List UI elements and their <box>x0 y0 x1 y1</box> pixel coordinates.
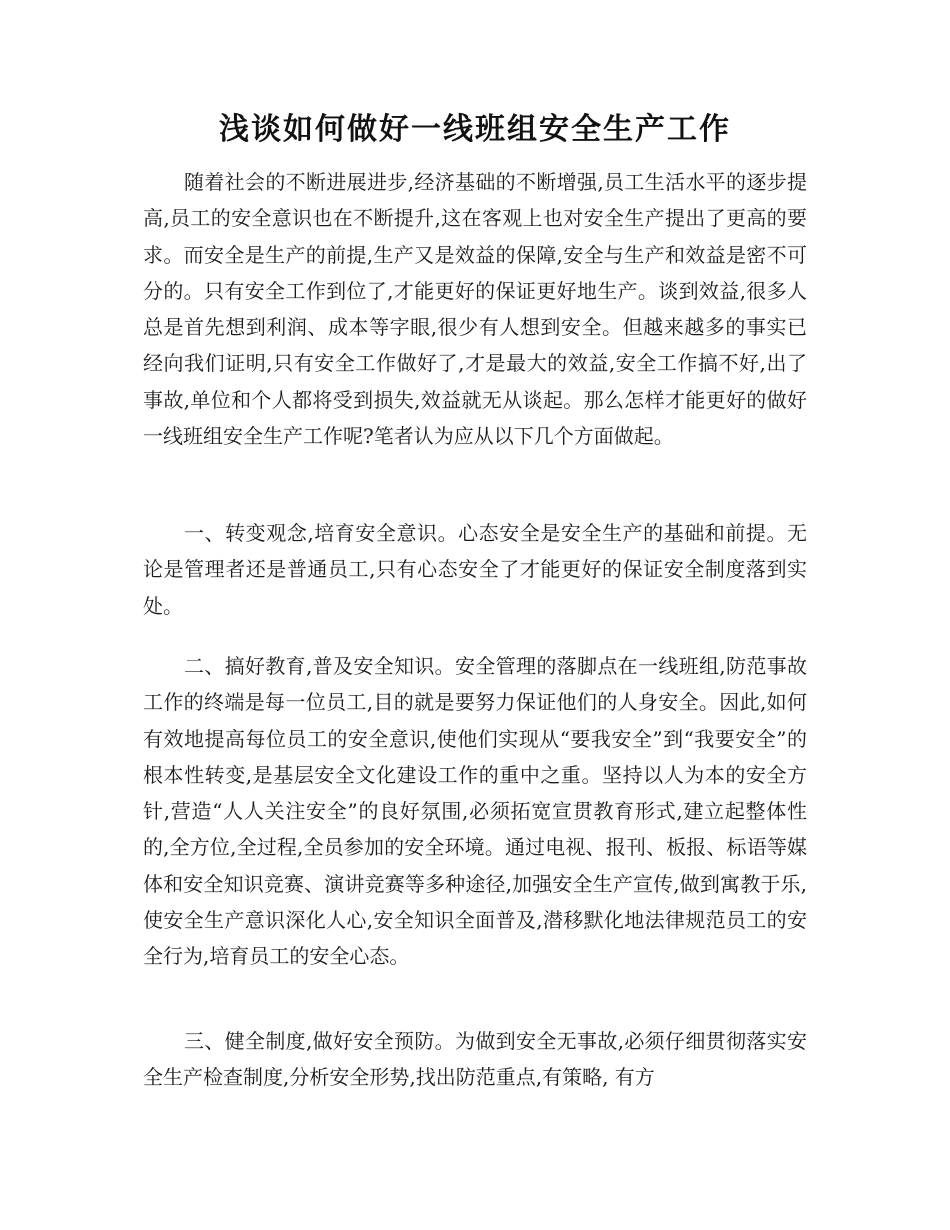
document-title: 浅谈如何做好一线班组安全生产工作 <box>219 112 731 147</box>
point-one-paragraph: 一、转变观念,培育安全意识。心态安全是安全生产的基础和前提。无论是管理者还是普通员工,只有心态安全了才能更好的保证安全制度落到实处。 <box>143 521 807 618</box>
point-three-paragraph: 三、健全制度,做好安全预防。为做到安全无事故,必须仔细贯彻落实安全生产检查制度,分析安全形势,找出防范重点,有策略, 有方 <box>143 1029 807 1090</box>
point-two-paragraph: 二、搞好教育,普及安全知识。安全管理的落脚点在一线班组,防范事故工作的终端是每一位员工,目的就是要努力保证他们的人身安全。因此,如何有效地提高每位员工的安全意识,使他们实现从“要我安全”到“我要安全”的根本性转变,是基层安全文化建设工作的重中之重。坚持以人为本的安全方针,营造“人人关注安全”的良好氛围,必须拓宽宣贯教育形式,建立起整体性的,全方位,全过程,全员参加的安全环境。通过电视、报刊、板报、标语等媒体和安全知识竞赛、演讲竞赛等多种途径,加强安全生产宣传,做到寓教于乐,使安全生产意识深化人心,安全知识全面普及,潜移默化地法律规范员工的安全行为,培育员工的安全心态。 <box>143 654 807 969</box>
intro-paragraph: 随着社会的不断进展进步,经济基础的不断增强,员工生活水平的逐步提高,员工的安全意识也在不断提升,这在客观上也对安全生产提出了更高的要求。而安全是生产的前提,生产又是效益的保障,安全与生产和效益是密不可分的。只有安全工作到位了,才能更好的保证更好地生产。谈到效益,很多人总是首先想到利润、成本等字眼,很少有人想到安全。但越来越多的事实已经向我们证明,只有安全工作做好了,才是最大的效益,安全工作搞不好,出了事故,单位和个人都将受到损失,效益就无从谈起。那么怎样才能更好的做好一线班组安全生产工作呢?笔者认为应从以下几个方面做起。 <box>143 170 807 449</box>
